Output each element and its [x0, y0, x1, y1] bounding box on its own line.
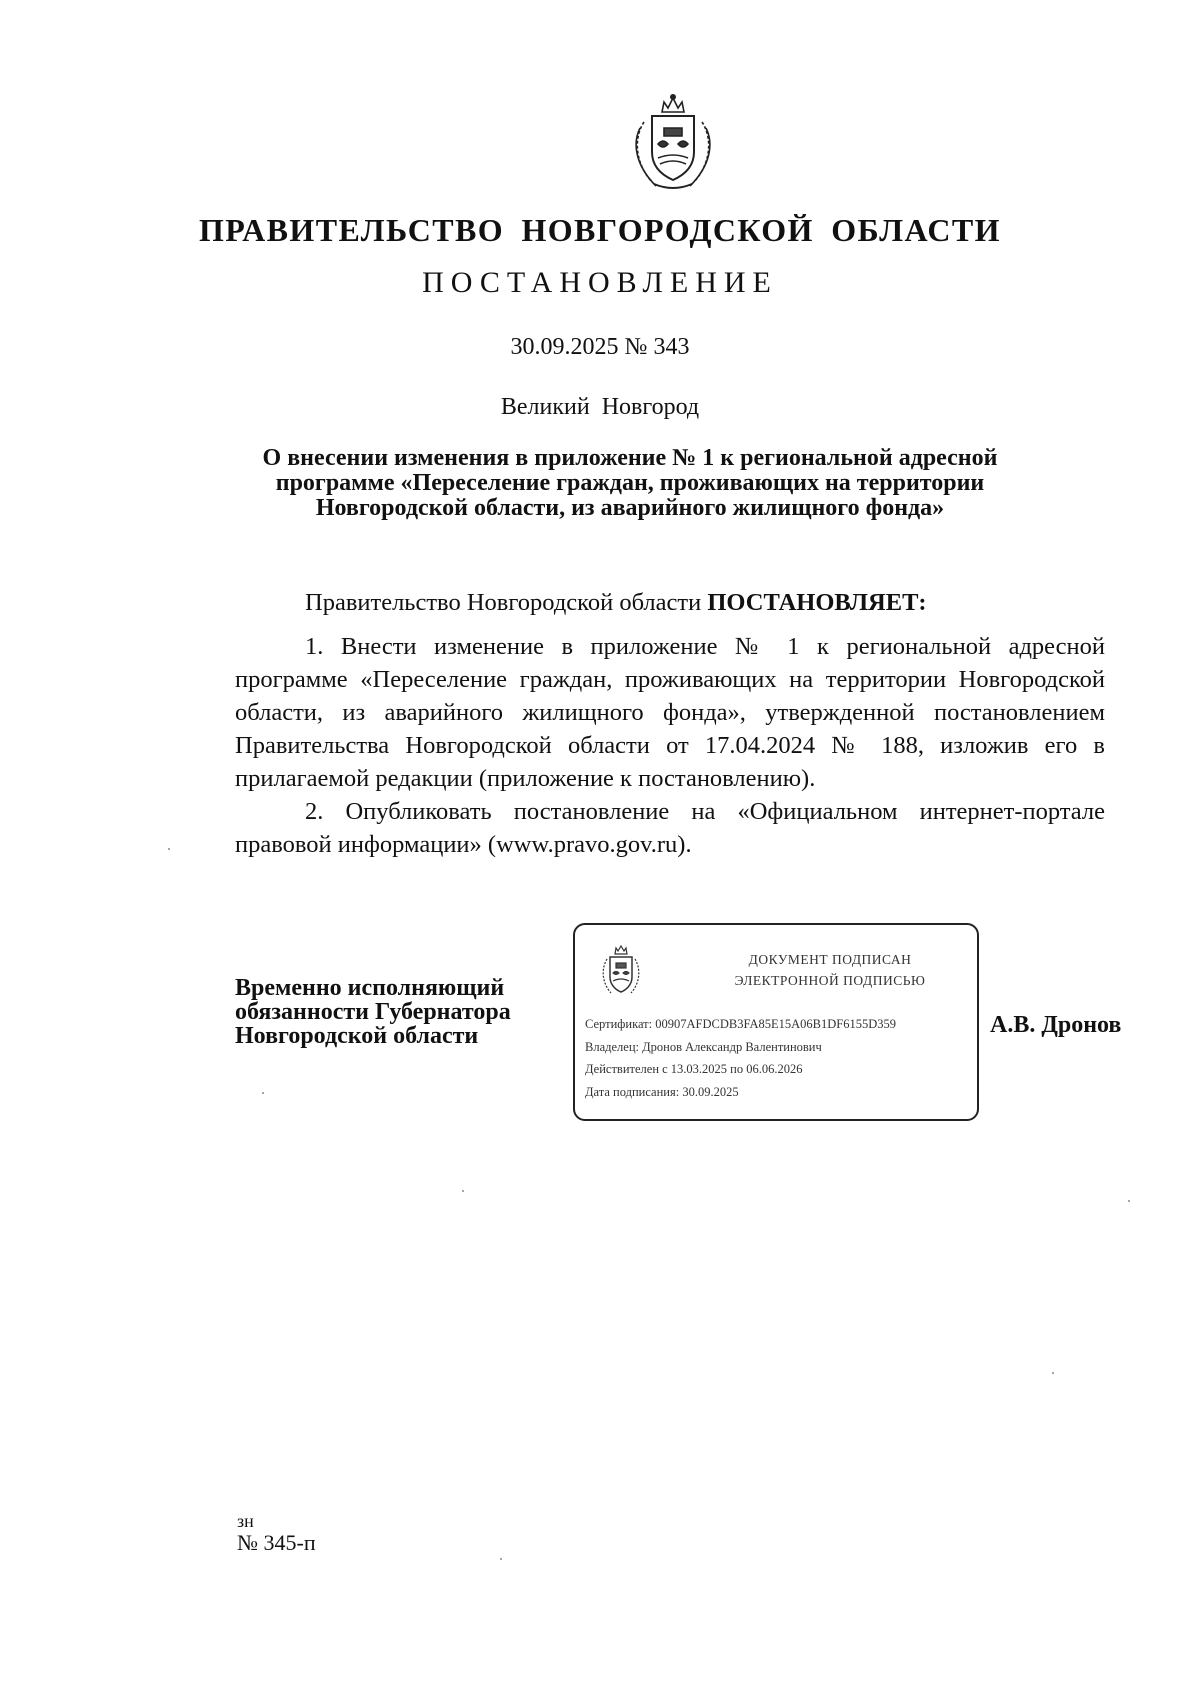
scan-speck: [168, 848, 170, 850]
stamp-details: [585, 1013, 977, 1103]
scan-speck: [462, 1190, 464, 1192]
preamble-lead: Правительство Новгородской области: [305, 589, 702, 616]
footer-code: зн: [237, 1511, 254, 1531]
signatory-title: [235, 976, 555, 1048]
stamp-validity: Действителен с 13.03.2025 по 06.06.2026: [585, 1062, 803, 1076]
footer-number: № 345-п: [237, 1530, 316, 1555]
stamp-emblem-icon: [599, 945, 643, 999]
stamp-signed-date: Дата подписания: 30.09.2025: [585, 1084, 739, 1099]
signatory-name: А.В. Дронов: [990, 1012, 1122, 1038]
signatory-title-line: Временно исполняющий: [235, 975, 505, 1001]
footer-registration: [237, 1510, 316, 1554]
document-subject: О внесении изменения в приложение № 1 к региональной адресной программе «Переселение граждан, проживающих на территории Новгородской области, из аварийного жилищного фонда»: [262, 445, 998, 521]
stamp-heading-line: ЭЛЕКТРОННОЙ ПОДПИСЬЮ: [734, 973, 926, 988]
document-type: ПОСТАНОВЛЕНИЕ: [422, 266, 778, 299]
stamp-certificate: Сертификат: 00907AFDCDB3FA85E15A06B1DF6155D359: [585, 1017, 896, 1031]
document-place: Великий Новгород: [500, 394, 700, 420]
preamble: [235, 586, 1105, 619]
scan-speck: [1128, 1200, 1130, 1202]
electronic-signature-stamp: [573, 923, 979, 1121]
scan-speck: [262, 1092, 264, 1094]
resolution-item-2: 2. Опубликовать постановление на «Официальном интернет-портале правовой информации» (www.pravo.gov.ru).: [235, 798, 1105, 858]
scan-speck: [500, 1558, 502, 1560]
stamp-heading: [695, 949, 965, 991]
resolution-items: [235, 630, 1105, 861]
stamp-owner: Владелец: Дронов Александр Валентинович: [585, 1039, 822, 1054]
document-date-number: 30.09.2025 № 343: [510, 334, 690, 360]
scan-speck: [1052, 1372, 1054, 1374]
signatory-title-line: Новгородской области: [235, 1023, 479, 1049]
coat-of-arms-icon: [630, 92, 716, 194]
stamp-heading-line: ДОКУМЕНТ ПОДПИСАН: [748, 952, 912, 967]
preamble-action: ПОСТАНОВЛЯЕТ:: [707, 589, 927, 616]
signatory-title-line: обязанности Губернатора: [235, 999, 511, 1025]
government-title: ПРАВИТЕЛЬСТВО НОВГОРОДСКОЙ ОБЛАСТИ: [199, 212, 1001, 248]
resolution-item-1: 1. Внести изменение в приложение № 1 к региональной адресной программе «Переселение граждан, проживающих на территории Новгородской области, из аварийного жилищного фонда», утвержденной постановлением Правительства Новгородской области от 17.04.2024 № 188, изложив его в прилагаемой редакции (приложение к постановлению).: [235, 633, 1105, 792]
